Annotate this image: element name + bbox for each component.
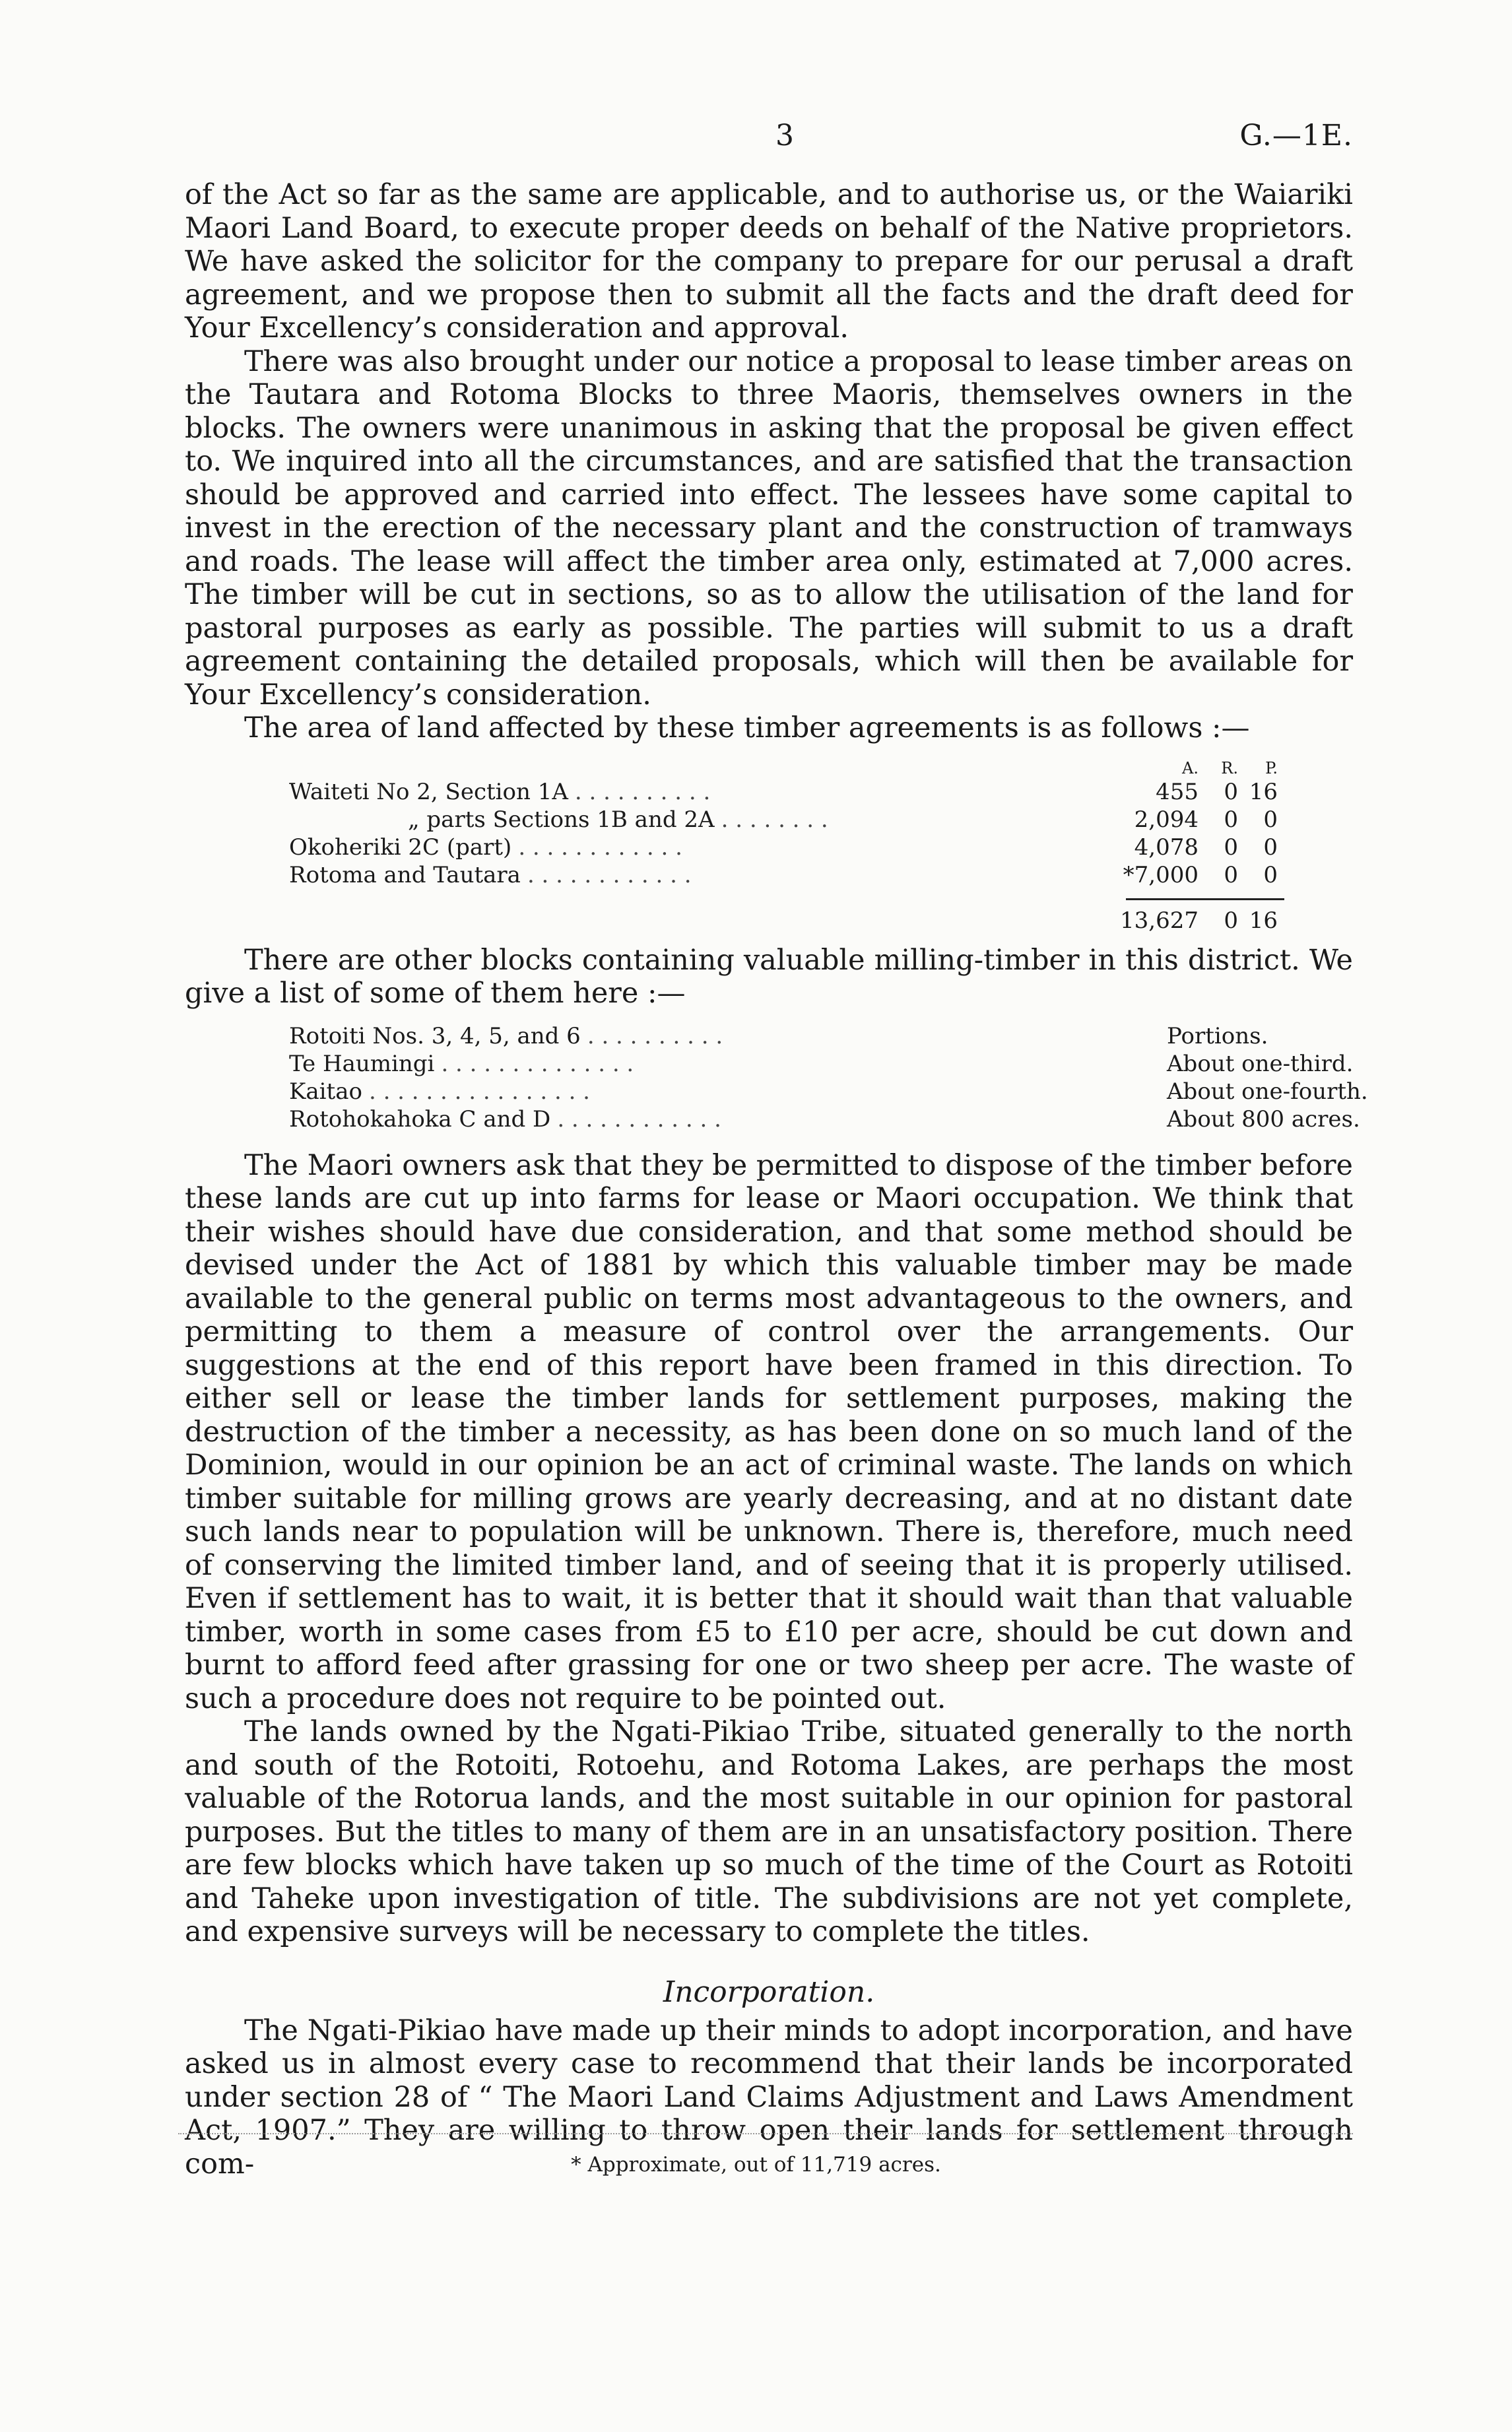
section-heading: Incorporation. <box>663 1975 875 2009</box>
block-name: Kaitao <box>289 1078 362 1105</box>
area-table-header <box>289 758 1278 778</box>
table-row <box>289 778 1278 806</box>
col-perches-header: P. <box>1265 758 1278 777</box>
perches-value: 0 <box>1263 806 1278 833</box>
paragraph-3: The area of land affected by these timber agreements is as follows :— <box>244 711 1250 744</box>
footer-rule <box>178 2133 1353 2134</box>
list-item <box>289 1105 1385 1133</box>
document-reference: G.—1E. <box>1239 119 1353 152</box>
block-name: „ parts Sections 1B and 2A <box>408 806 715 833</box>
roods-value: 0 <box>1224 834 1238 861</box>
list-item <box>289 1050 1385 1078</box>
table-row <box>289 806 1278 834</box>
paragraph-4: There are other blocks containing valuable milling-timber in this district. We give a list of some of them here :— <box>185 943 1353 1010</box>
paragraph-5: The Maori owners ask that they be permitted to dispose of the timber before these lands are cut up into farms for lease or Maori occupation. We think that their wishes should have due consideration, and that some method should be devised under the Act of 1881 by which this valuable timber may be made available to the general public on terms most advantageous to the owners, and permitting to them a measure of control over the arrangements. Our suggestions at the end of this report have been framed in this direction. To either sell or lease the timber lands for settlement purposes, making the destruction of the timber a necessity, as has been done on so much land of the Dominion, would in our opinion be an act of criminal waste. The lands on which timber suitable for milling grows are yearly decreasing, and at no distant date such lands near to population will be unknown. There is, therefore, much need of conserving the limited timber land, and of seeing that it is properly utilised. Even if settlement has to wait, it is better that it should wait than that valuable timber, worth in some cases from £5 to £10 per acre, should be cut down and burnt to afford feed after grassing for one or two sheep per acre. The waste of such a procedure does not require to be pointed out. <box>185 1148 1353 1715</box>
dot-leader: . . . . . . . . . . . . <box>557 1105 721 1133</box>
block-name: Rotohokahoka C and D <box>289 1105 551 1133</box>
block-name: Waiteti No 2, Section 1A <box>289 778 568 805</box>
document-page <box>185 112 1368 2181</box>
acres-value: 4,078 <box>1134 834 1199 861</box>
block-note: About one-fourth. <box>1167 1078 1368 1105</box>
timber-blocks-list <box>289 1022 1385 1133</box>
table-row <box>289 834 1278 861</box>
dot-leader: . . . . . . . . . . . . <box>527 861 692 888</box>
block-note: Portions. <box>1167 1022 1268 1049</box>
footnote: * Approximate, out of 11,719 acres. <box>571 2153 941 2177</box>
perches-value: 0 <box>1263 834 1278 861</box>
dot-leader: . . . . . . . . <box>721 806 828 833</box>
block-name: Okoheriki 2C (part) <box>289 834 512 861</box>
dot-leader: . . . . . . . . . . . . . . . . <box>368 1078 590 1105</box>
acres-value: *7,000 <box>1123 861 1199 888</box>
perches-value: 0 <box>1263 861 1278 888</box>
dot-leader: . . . . . . . . . . <box>574 778 711 805</box>
col-acres-header: A. <box>1182 758 1199 777</box>
paragraph-1: of the Act so far as the same are applicable, and to authorise us, or the Waiariki Maori Land Board, to execute proper deeds on behalf of the Native proprietors. We have asked the solicitor for the company to prepare for our perusal a draft agreement, and we propose then to submit all the facts and the draft deed for Your Excellency’s consideration and approval. <box>185 178 1353 345</box>
block-name: Te Haumingi <box>289 1050 435 1077</box>
dot-leader: . . . . . . . . . . . . . . <box>441 1050 634 1077</box>
total-roods: 0 <box>1224 907 1238 934</box>
area-table <box>289 758 1278 935</box>
dot-leader: . . . . . . . . . . <box>587 1022 723 1049</box>
col-roods-header: R. <box>1221 758 1238 777</box>
block-name: Rotoma and Tautara <box>289 861 521 888</box>
dot-leader: . . . . . . . . . . . . <box>518 834 682 861</box>
block-note: About 800 acres. <box>1167 1105 1360 1133</box>
acres-value: 455 <box>1156 778 1199 805</box>
paragraph-2: There was also brought under our notice a proposal to lease timber areas on the Tautara and Rotoma Blocks to three Maoris, themselves owners in the blocks. The owners were unanimous in asking that the proposal be given effect to. We inquired into all the circumstances, and are satisfied that the transaction should be approved and carried into effect. The lessees have some capital to invest in the erection of the necessary plant and the construction of tramways and roads. The lease will affect the timber area only, estimated at 7,000 acres. The timber will be cut in sections, so as to allow the utilisation of the land for pastoral purposes as early as possible. The parties will submit to us a draft agreement containing the detailed proposals, which will then be available for Your Excellency’s consideration. <box>185 345 1353 711</box>
table-row <box>289 861 1278 889</box>
total-rule <box>1126 898 1284 900</box>
list-item <box>289 1078 1385 1105</box>
roods-value: 0 <box>1224 778 1238 805</box>
list-item <box>289 1022 1385 1050</box>
acres-value: 2,094 <box>1134 806 1199 833</box>
paragraph-6: The lands owned by the Ngati-Pikiao Tribe, situated generally to the north and south of the Rotoiti, Rotoehu, and Rotoma Lakes, are perhaps the most valuable of the Rotorua lands, and the most suitable in our opinion for pastoral purposes. But the titles to many of them are in an unsatisfactory position. There are few blocks which have taken up so much of the time of the Court as Rotoiti and Taheke upon investigation of title. The subdivisions are not yet complete, and expensive surveys will be necessary to complete the titles. <box>185 1715 1353 1948</box>
roods-value: 0 <box>1224 861 1238 888</box>
total-acres: 13,627 <box>1120 907 1199 934</box>
perches-value: 16 <box>1249 778 1278 805</box>
total-perches: 16 <box>1249 907 1278 934</box>
block-name: Rotoiti Nos. 3, 4, 5, and 6 <box>289 1022 581 1049</box>
block-note: About one-third. <box>1167 1050 1354 1077</box>
page-number: 3 <box>775 119 794 152</box>
roods-value: 0 <box>1224 806 1238 833</box>
paragraph-7: The Ngati-Pikiao have made up their minds to adopt incorporation, and have asked us in almost every case to recommend that their lands be incorporated under section 28 of “ The Maori Land Claims Adjustment and Laws Amendment Act, 1907.” They are willing to throw open their lands for settlement through com- <box>185 2014 1353 2181</box>
table-total-row <box>289 907 1278 935</box>
page-header <box>185 112 1353 178</box>
